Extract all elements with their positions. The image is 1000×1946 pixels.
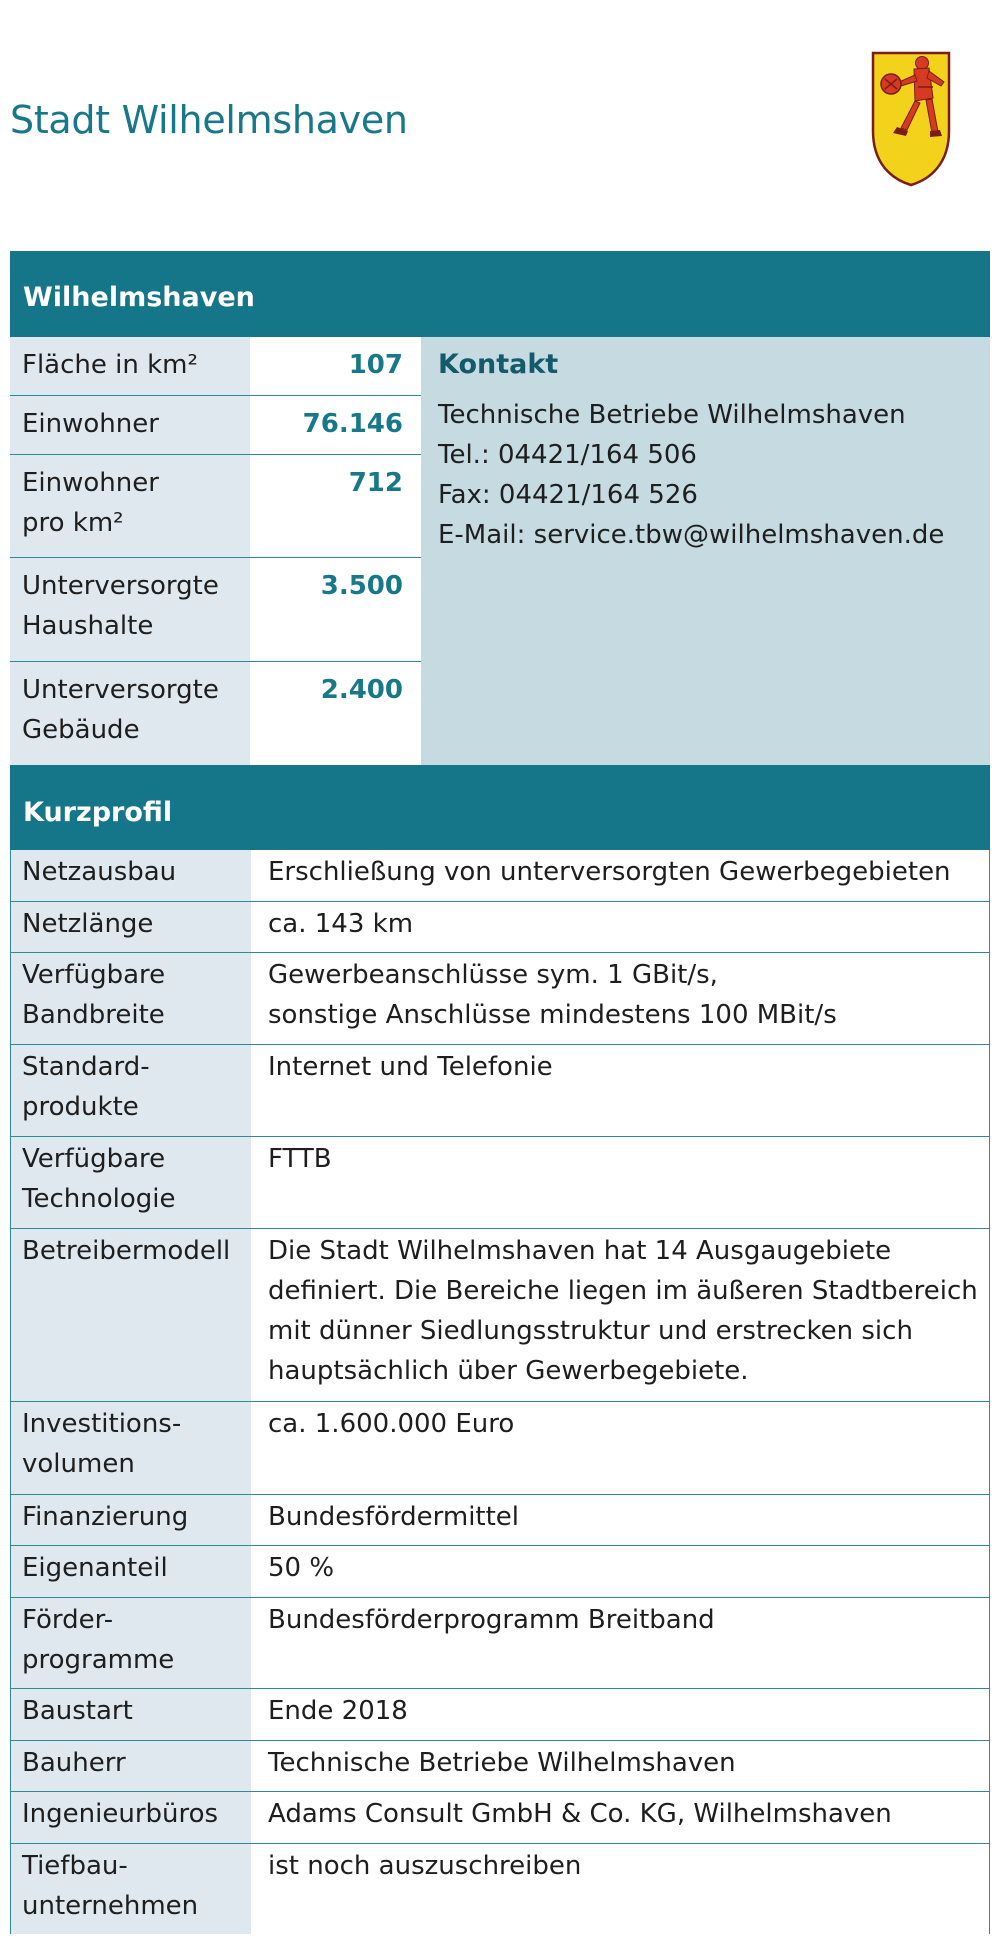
profile-label: Eigenanteil (11, 1546, 251, 1597)
contact-title: Kontakt (438, 349, 559, 380)
profile-value: ist noch auszuschreiben (251, 1844, 989, 1934)
profile-label: Betreibermodell (11, 1229, 251, 1401)
profile-row-netzausbau (11, 850, 989, 902)
contact-phone: Tel.: 04421/164 506 (438, 440, 697, 470)
profile-label: Ingenieurbüros (11, 1792, 251, 1843)
stats-value: 2.400 (250, 662, 421, 765)
profile-row-bauherr (11, 1741, 989, 1792)
stats-label: Unterversorgte Gebäude (10, 662, 250, 765)
contact-fax: Fax: 04421/164 526 (438, 480, 698, 510)
profile-value: Bundesfördermittel (251, 1495, 989, 1545)
profile-row-tiefbauunternehmen (11, 1844, 989, 1934)
profile-row-netzlaenge (11, 902, 989, 953)
stats-header: Wilhelmshaven (10, 251, 990, 337)
contact-email: E-Mail: service.tbw@wilhelmshaven.de (438, 520, 945, 550)
stats-value: 76.146 (250, 396, 421, 454)
profile-value: Bundesförderprogramm Breitband (251, 1598, 989, 1688)
stats-label: Einwohner (10, 396, 250, 454)
profile-label: Standard- produkte (11, 1045, 251, 1136)
profile-row-baustart (11, 1689, 989, 1741)
stats-label: Fläche in km² (10, 337, 250, 395)
profile-label: Netzausbau (11, 850, 251, 901)
profile-value: Erschließung von unterversorgten Gewerbegebieten (251, 850, 989, 901)
profile-row-eigenanteil (11, 1546, 989, 1598)
profile-label: Bauherr (11, 1741, 251, 1791)
profile-row-ingenieurbueros (11, 1792, 989, 1844)
profile-value: Technische Betriebe Wilhelmshaven (251, 1741, 989, 1791)
profile-row-investitionsvolumen (11, 1402, 989, 1495)
profile-label: Finanzierung (11, 1495, 251, 1545)
profile-table (10, 850, 990, 1934)
profile-row-betreibermodell (11, 1229, 989, 1402)
profile-label: Investitions- volumen (11, 1402, 251, 1494)
profile-label: Förder- programme (11, 1598, 251, 1688)
stats-label: Einwohner pro km² (10, 455, 250, 557)
profile-label: Verfügbare Technologie (11, 1137, 251, 1228)
stats-row-households (10, 558, 421, 662)
profile-value: FTTB (251, 1137, 989, 1228)
profile-label: Tiefbau- unternehmen (11, 1844, 251, 1934)
stats-row-density (10, 455, 421, 558)
contact-panel (421, 337, 990, 765)
stats-row-population (10, 396, 421, 455)
profile-value: ca. 1.600.000 Euro (251, 1402, 989, 1494)
stats-value: 3.500 (250, 558, 421, 661)
profile-value: Ende 2018 (251, 1689, 989, 1740)
profile-label: Netzlänge (11, 902, 251, 952)
stats-label: Unterversorgte Haushalte (10, 558, 250, 661)
profile-value: 50 % (251, 1546, 989, 1597)
profile-row-standardprodukte (11, 1045, 989, 1137)
stats-value: 107 (250, 337, 421, 395)
wilhelmshaven-coat-of-arms-icon (871, 51, 951, 187)
profile-value: Adams Consult GmbH & Co. KG, Wilhelmshaven (251, 1792, 989, 1843)
stats-row-buildings (10, 662, 421, 765)
profile-value: Gewerbeanschlüsse sym. 1 GBit/s, sonstige Anschlüsse mindestens 100 MBit/s (251, 953, 989, 1044)
stats-value: 712 (250, 455, 421, 557)
stats-row-area (10, 337, 421, 396)
contact-organisation: Technische Betriebe Wilhelmshaven (438, 400, 906, 430)
profile-label: Baustart (11, 1689, 251, 1740)
profile-label: Verfügbare Bandbreite (11, 953, 251, 1044)
profile-row-finanzierung (11, 1495, 989, 1546)
profile-value: Die Stadt Wilhelmshaven hat 14 Ausgaugebiete definiert. Die Bereiche liegen im äußeren Stadtbereich mit dünner Siedlungsstruktur und erstrecken sich hauptsächlich über Gewerbegebiete. (251, 1229, 989, 1401)
stats-section (10, 337, 990, 765)
profile-row-bandbreite (11, 953, 989, 1045)
profile-row-technologie (11, 1137, 989, 1229)
profile-value: ca. 143 km (251, 902, 989, 952)
profile-value: Internet und Telefonie (251, 1045, 989, 1136)
info-box (10, 251, 990, 1934)
profile-header: Kurzprofil (10, 765, 990, 850)
profile-row-foerderprogramme (11, 1598, 989, 1689)
page-title: Stadt Wilhelmshaven (10, 98, 408, 142)
stats-table (10, 337, 421, 765)
